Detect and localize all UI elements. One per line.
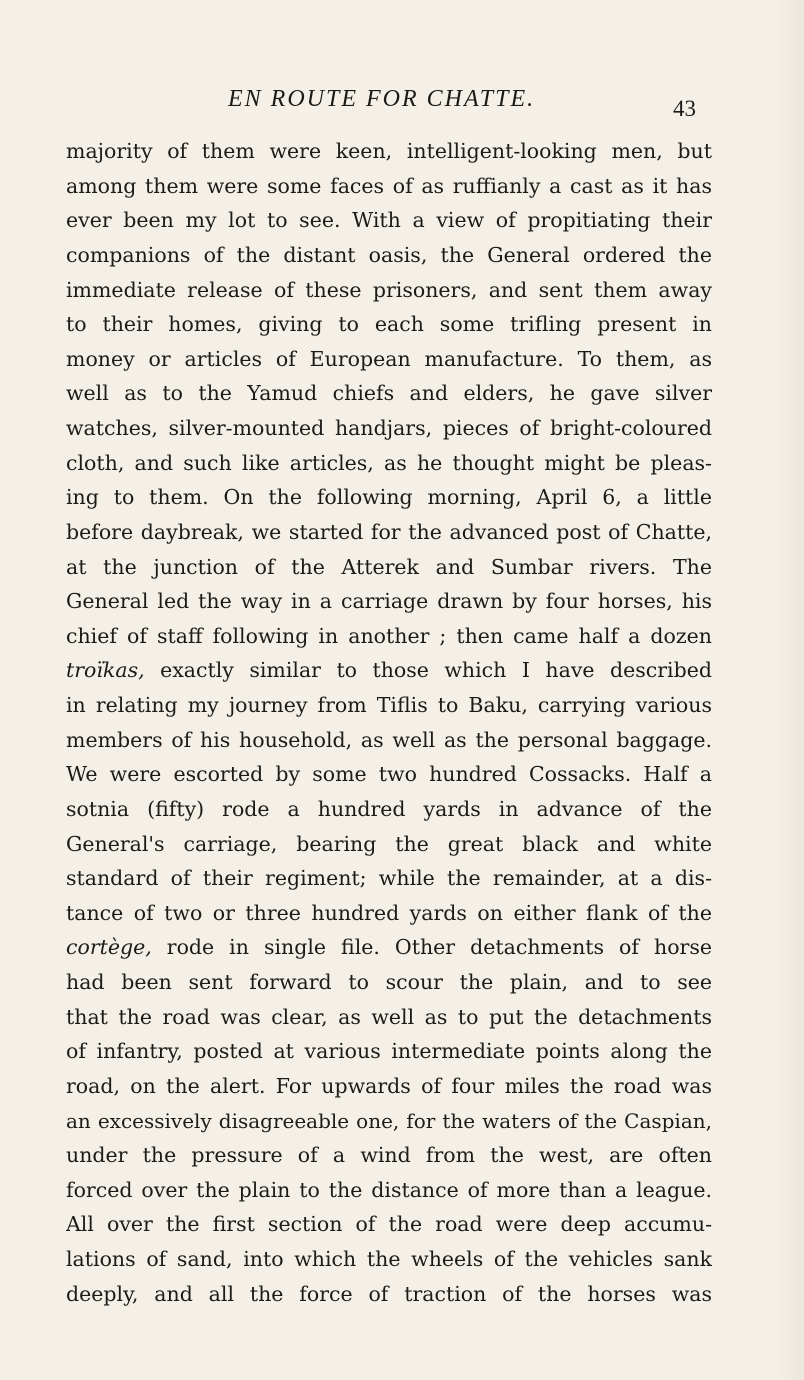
- text-line-with-italic: [66, 653, 712, 688]
- text-line: in relating my journey from Tiflis to Baku, carrying various: [66, 693, 712, 717]
- text-line: of infantry, posted at various intermediate points along the: [66, 1039, 712, 1064]
- italic-word-cortege: cortège,: [66, 935, 152, 960]
- text-line-rest: exactly similar to those which I have described: [160, 658, 712, 683]
- text-line: We were escorted by some two hundred Cossacks. Half a: [66, 762, 712, 787]
- text-line-rest: rode in single file. Other detachments of horse: [166, 935, 712, 960]
- text-line: under the pressure of a wind from the west, are often: [66, 1143, 712, 1168]
- text-line: sotnia (fifty) rode a hundred yards in advance of the: [66, 796, 712, 821]
- text-line: General's carriage, bearing the great black and white: [66, 831, 712, 856]
- text-line: had been sent forward to scour the plain, and to see: [66, 970, 712, 994]
- page-edge-shadow: [776, 0, 804, 1380]
- text-line: lations of sand, into which the wheels of the vehicles sank: [66, 1247, 712, 1271]
- text-line: deeply, and all the force of traction of the horses was: [66, 1281, 712, 1306]
- text-line: to their homes, giving to each some trifling present in: [66, 312, 712, 337]
- text-line: chief of staff following in another ; then came half a dozen: [66, 623, 712, 648]
- text-line: forced over the plain to the distance of more than a league.: [66, 1177, 712, 1202]
- text-line: well as to the Yamud chiefs and elders, he gave silver: [66, 381, 712, 406]
- text-line: at the junction of the Atterek and Sumbar rivers. The: [66, 554, 712, 579]
- text-line: General led the way in a carriage drawn by four horses, his: [66, 589, 712, 614]
- text-line: before daybreak, we started for the advanced post of Chatte,: [66, 519, 712, 544]
- text-line: among them were some faces of as ruffianly a cast as it has: [66, 173, 712, 198]
- text-line: money or articles of European manufacture. To them, as: [66, 346, 712, 371]
- page-number: 43: [673, 96, 696, 121]
- body-text: [66, 134, 712, 1311]
- text-line: tance of two or three hundred yards on either flank of the: [66, 900, 712, 925]
- text-line: members of his household, as well as the personal baggage.: [66, 727, 712, 752]
- text-line: ever been my lot to see. With a view of propitiating their: [66, 208, 712, 233]
- italic-word-troikas: troïkas,: [66, 658, 145, 683]
- text-line: watches, silver-mounted handjars, pieces of bright-coloured: [66, 416, 712, 440]
- text-line: standard of their regiment; while the remainder, at a dis-: [66, 866, 712, 891]
- text-line: that the road was clear, as well as to put the detachments: [66, 1004, 712, 1029]
- text-line: road, on the alert. For upwards of four miles the road was: [66, 1073, 712, 1098]
- text-line: ing to them. On the following morning, April 6, a little: [66, 485, 712, 510]
- text-line: cloth, and such like articles, as he thought might be pleas-: [66, 450, 712, 475]
- running-title: EN ROUTE FOR CHATTE.: [228, 86, 536, 112]
- text-line-with-italic: [66, 930, 712, 965]
- text-line: majority of them were keen, intelligent-looking men, but: [66, 139, 712, 163]
- text-line: an excessively disagreeable one, for the waters of the Caspian,: [66, 1108, 712, 1133]
- text-line: immediate release of these prisoners, and sent them away: [66, 277, 712, 302]
- text-line: companions of the distant oasis, the General ordered the: [66, 242, 712, 267]
- running-head: [0, 86, 804, 126]
- text-line: All over the first section of the road were deep accumu-: [66, 1212, 712, 1237]
